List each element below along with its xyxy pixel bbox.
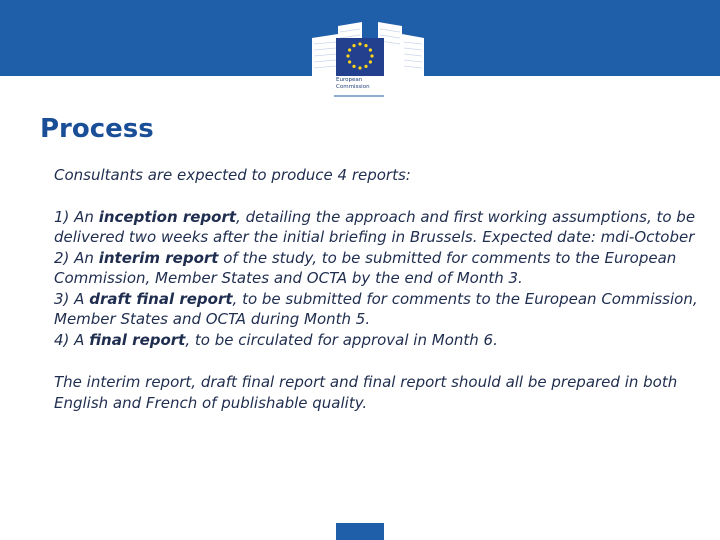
closing-text: The interim report, draft final report and final report should all be prepared in both English and French of publishable quality. <box>54 373 678 412</box>
report-item-inception: 1) An inception report, detailing the approach and first working assumptions, to be delivered two weeks after the initial briefing in Brussels. Expected date: mdi-October <box>54 207 696 246</box>
report-term: interim report <box>98 248 219 267</box>
report-list <box>54 207 704 351</box>
report-term: draft final report <box>89 289 233 308</box>
slide-title: Process <box>40 114 154 144</box>
report-term: final report <box>89 330 186 349</box>
report-item-final: 4) A final report, to be circulated for approval in Month 6. <box>54 330 498 349</box>
report-term: inception report <box>98 207 237 226</box>
intro-text: Consultants are expected to produce 4 reports: <box>54 166 411 184</box>
report-item-interim: 2) An interim report of the study, to be submitted for comments to the European Commission, Member States and OCTA by the end of Month 3. <box>54 248 677 287</box>
logo-line-european: European <box>336 77 363 83</box>
logo-wordmark <box>336 77 396 91</box>
report-item-draft-final: 3) A draft final report, to be submitted for comments to the European Commission, Member States and OCTA during Month 5. <box>54 289 698 328</box>
footer-bar <box>336 523 384 540</box>
logo-line-commission: Commission <box>336 84 370 90</box>
slide-body <box>54 165 704 413</box>
